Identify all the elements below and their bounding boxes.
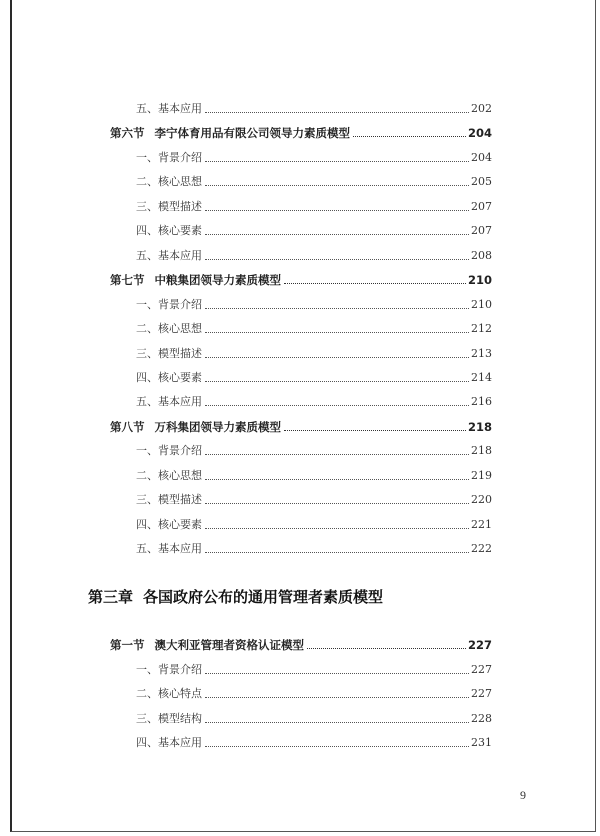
toc-entry-title: 中粮集团领导力素质模型 <box>154 273 281 288</box>
toc-entry-title: 模型结构 <box>158 711 202 725</box>
toc-item-entry[interactable] <box>136 298 492 312</box>
toc-section-entry[interactable] <box>110 638 492 652</box>
toc-entry-page: 213 <box>471 346 492 360</box>
dot-leader <box>205 502 469 504</box>
toc-item-entry[interactable] <box>136 249 492 263</box>
toc-entry-number: 三、 <box>136 346 158 360</box>
dot-leader <box>284 429 466 431</box>
toc-entry-number: 三、 <box>136 493 158 507</box>
toc-item-entry[interactable] <box>136 175 492 189</box>
toc-section-entry[interactable] <box>110 126 492 140</box>
toc-entry-label <box>136 175 202 189</box>
toc-entry-label <box>110 420 281 434</box>
toc-entry-page: 227 <box>471 662 492 676</box>
dot-leader <box>205 696 469 698</box>
toc-entry-page: 214 <box>471 370 492 384</box>
toc-item-entry[interactable] <box>136 395 492 409</box>
dot-leader <box>205 331 469 333</box>
toc-entry-number: 第一节 <box>110 638 145 652</box>
toc-item-entry[interactable] <box>136 712 492 726</box>
dot-leader <box>205 209 469 211</box>
toc-entry-title: 核心特点 <box>158 687 202 700</box>
toc-entry-label <box>136 542 202 556</box>
toc-entry-page: 221 <box>471 517 492 531</box>
toc-entry-title: 核心要素 <box>158 517 202 531</box>
toc-entry-title: 万科集团领导力素质模型 <box>154 419 281 434</box>
toc-item-entry[interactable] <box>136 347 492 361</box>
toc-entry-label <box>136 663 202 677</box>
toc-entry-title: 模型描述 <box>158 493 202 507</box>
toc-entry-page: 220 <box>471 493 492 507</box>
page-number: 9 <box>520 788 526 802</box>
page-frame <box>10 0 596 832</box>
toc-entry-number: 一、 <box>136 662 158 676</box>
dot-leader <box>284 282 466 284</box>
toc-entry-page: 202 <box>471 102 492 115</box>
toc-entry-number: 二、 <box>136 322 158 336</box>
toc-section-entry[interactable] <box>110 420 492 434</box>
toc-entry-title: 核心思想 <box>158 175 202 189</box>
toc-entry-page: 218 <box>467 419 492 434</box>
toc-item-entry[interactable] <box>136 224 492 238</box>
toc-entry-label <box>136 200 202 214</box>
toc-item-entry[interactable] <box>136 371 492 385</box>
toc-entry-number: 四、 <box>136 224 158 238</box>
toc-item-entry[interactable] <box>136 469 492 483</box>
toc-entry-page: 204 <box>471 150 492 164</box>
toc-entry-label <box>136 102 202 116</box>
chapter-title: 各国政府公布的通用管理者素质模型 <box>143 588 384 606</box>
toc-entry-page: 218 <box>471 444 492 458</box>
toc-entry-title: 基本应用 <box>158 395 202 409</box>
toc-entry-label <box>136 687 202 701</box>
toc-entry-number: 一、 <box>136 150 158 164</box>
dot-leader <box>205 721 469 723</box>
toc-entry-label <box>136 493 202 507</box>
toc-entry-page: 204 <box>467 126 492 141</box>
toc-entry-number: 五、 <box>136 395 158 409</box>
toc-entry-label <box>110 126 350 140</box>
toc-entry-number: 四、 <box>136 517 158 531</box>
toc-entry-number: 第八节 <box>110 419 145 434</box>
toc-entry-title: 背景介绍 <box>158 297 202 311</box>
toc-entry-page: 207 <box>471 199 492 213</box>
toc-entry-label <box>136 444 202 458</box>
toc-entry-page: 208 <box>471 248 492 262</box>
toc-entry-number: 四、 <box>136 370 158 384</box>
dot-leader <box>205 551 469 553</box>
toc-entry-label <box>136 518 202 532</box>
dot-leader <box>205 478 469 480</box>
dot-leader <box>205 672 469 674</box>
toc-entry-page: 210 <box>467 273 492 288</box>
dot-leader <box>205 453 469 455</box>
toc-entry-number: 二、 <box>136 468 158 482</box>
toc-entry-title: 核心要素 <box>158 370 202 384</box>
toc-entry-title: 核心思想 <box>158 468 202 482</box>
toc-entry-label <box>136 322 202 336</box>
toc-item-entry[interactable] <box>136 736 492 750</box>
toc-entry-label <box>136 371 202 385</box>
toc-entry-title: 基本应用 <box>158 542 202 556</box>
toc-entry-title: 澳大利亚管理者资格认证模型 <box>154 638 304 652</box>
toc-entry-page: 231 <box>471 736 492 749</box>
toc-entry-page: 219 <box>471 468 492 482</box>
dot-leader <box>205 745 469 747</box>
toc-section-entry[interactable] <box>110 273 492 287</box>
toc-entry-label <box>110 273 281 287</box>
dot-leader <box>307 647 466 649</box>
toc-entry-label <box>136 151 202 165</box>
toc-entry-number: 四、 <box>136 736 158 749</box>
toc-item-entry[interactable] <box>136 200 492 214</box>
dot-leader <box>205 380 469 382</box>
toc-entry-number: 五、 <box>136 102 158 115</box>
toc-entry-title: 背景介绍 <box>158 662 202 676</box>
toc-entry-page: 227 <box>471 687 492 700</box>
toc-entry-page: 216 <box>471 395 492 409</box>
dot-leader <box>205 404 469 406</box>
toc-entry-number: 一、 <box>136 444 158 458</box>
toc-entry-number: 三、 <box>136 199 158 213</box>
chapter-heading[interactable] <box>88 586 383 607</box>
dot-leader <box>205 233 469 235</box>
toc-entry-title: 李宁体育用品有限公司领导力素质模型 <box>154 126 350 141</box>
toc-entry-title: 背景介绍 <box>158 150 202 164</box>
toc-item-entry[interactable] <box>136 444 492 458</box>
toc-item-entry[interactable] <box>136 102 492 116</box>
dot-leader <box>353 135 466 137</box>
toc-entry-label <box>136 469 202 483</box>
toc-entry-title: 模型描述 <box>158 346 202 360</box>
toc-entry-title: 基本应用 <box>158 248 202 262</box>
toc-entry-page: 228 <box>471 711 492 725</box>
toc-item-entry[interactable] <box>136 322 492 336</box>
toc-entry-number: 第六节 <box>110 126 145 141</box>
dot-leader <box>205 356 469 358</box>
toc-item-entry[interactable] <box>136 687 492 701</box>
toc-entry-number: 三、 <box>136 711 158 725</box>
toc-entry-number: 第七节 <box>110 273 145 288</box>
chapter-number: 第三章 <box>88 588 134 606</box>
toc-item-entry[interactable] <box>136 663 492 677</box>
toc-entry-label <box>136 712 202 726</box>
toc-entry-title: 模型描述 <box>158 199 202 213</box>
toc-entry-label <box>136 736 202 750</box>
toc-entry-number: 二、 <box>136 175 158 189</box>
toc-entry-page: 227 <box>467 638 492 652</box>
toc-entry-number: 二、 <box>136 687 158 700</box>
toc-entry-number: 一、 <box>136 297 158 311</box>
toc-entry-label <box>136 249 202 263</box>
dot-leader <box>205 111 469 113</box>
dot-leader <box>205 258 469 260</box>
dot-leader <box>205 160 469 162</box>
toc-entry-title: 背景介绍 <box>158 444 202 458</box>
toc-entry-label <box>136 347 202 361</box>
toc-item-entry[interactable] <box>136 518 492 532</box>
toc-entry-page: 205 <box>471 175 492 189</box>
toc-item-entry[interactable] <box>136 493 492 507</box>
toc-entry-label <box>136 395 202 409</box>
toc-entry-title: 核心要素 <box>158 224 202 238</box>
dot-leader <box>205 527 469 529</box>
toc-item-entry[interactable] <box>136 542 492 556</box>
toc-entry-label <box>136 224 202 238</box>
toc-entry-page: 207 <box>471 224 492 238</box>
toc-entry-label <box>136 298 202 312</box>
toc-entry-title: 核心思想 <box>158 322 202 336</box>
toc-entry-number: 五、 <box>136 542 158 556</box>
toc-item-entry[interactable] <box>136 151 492 165</box>
dot-leader <box>205 307 469 309</box>
toc-entry-number: 五、 <box>136 248 158 262</box>
dot-leader <box>205 184 469 186</box>
toc-entry-page: 212 <box>471 322 492 336</box>
toc-entry-title: 基本应用 <box>158 736 202 749</box>
toc-entry-page: 222 <box>471 542 492 556</box>
toc-entry-label <box>110 638 304 652</box>
toc-entry-page: 210 <box>471 297 492 311</box>
toc-entry-title: 基本应用 <box>158 102 202 115</box>
